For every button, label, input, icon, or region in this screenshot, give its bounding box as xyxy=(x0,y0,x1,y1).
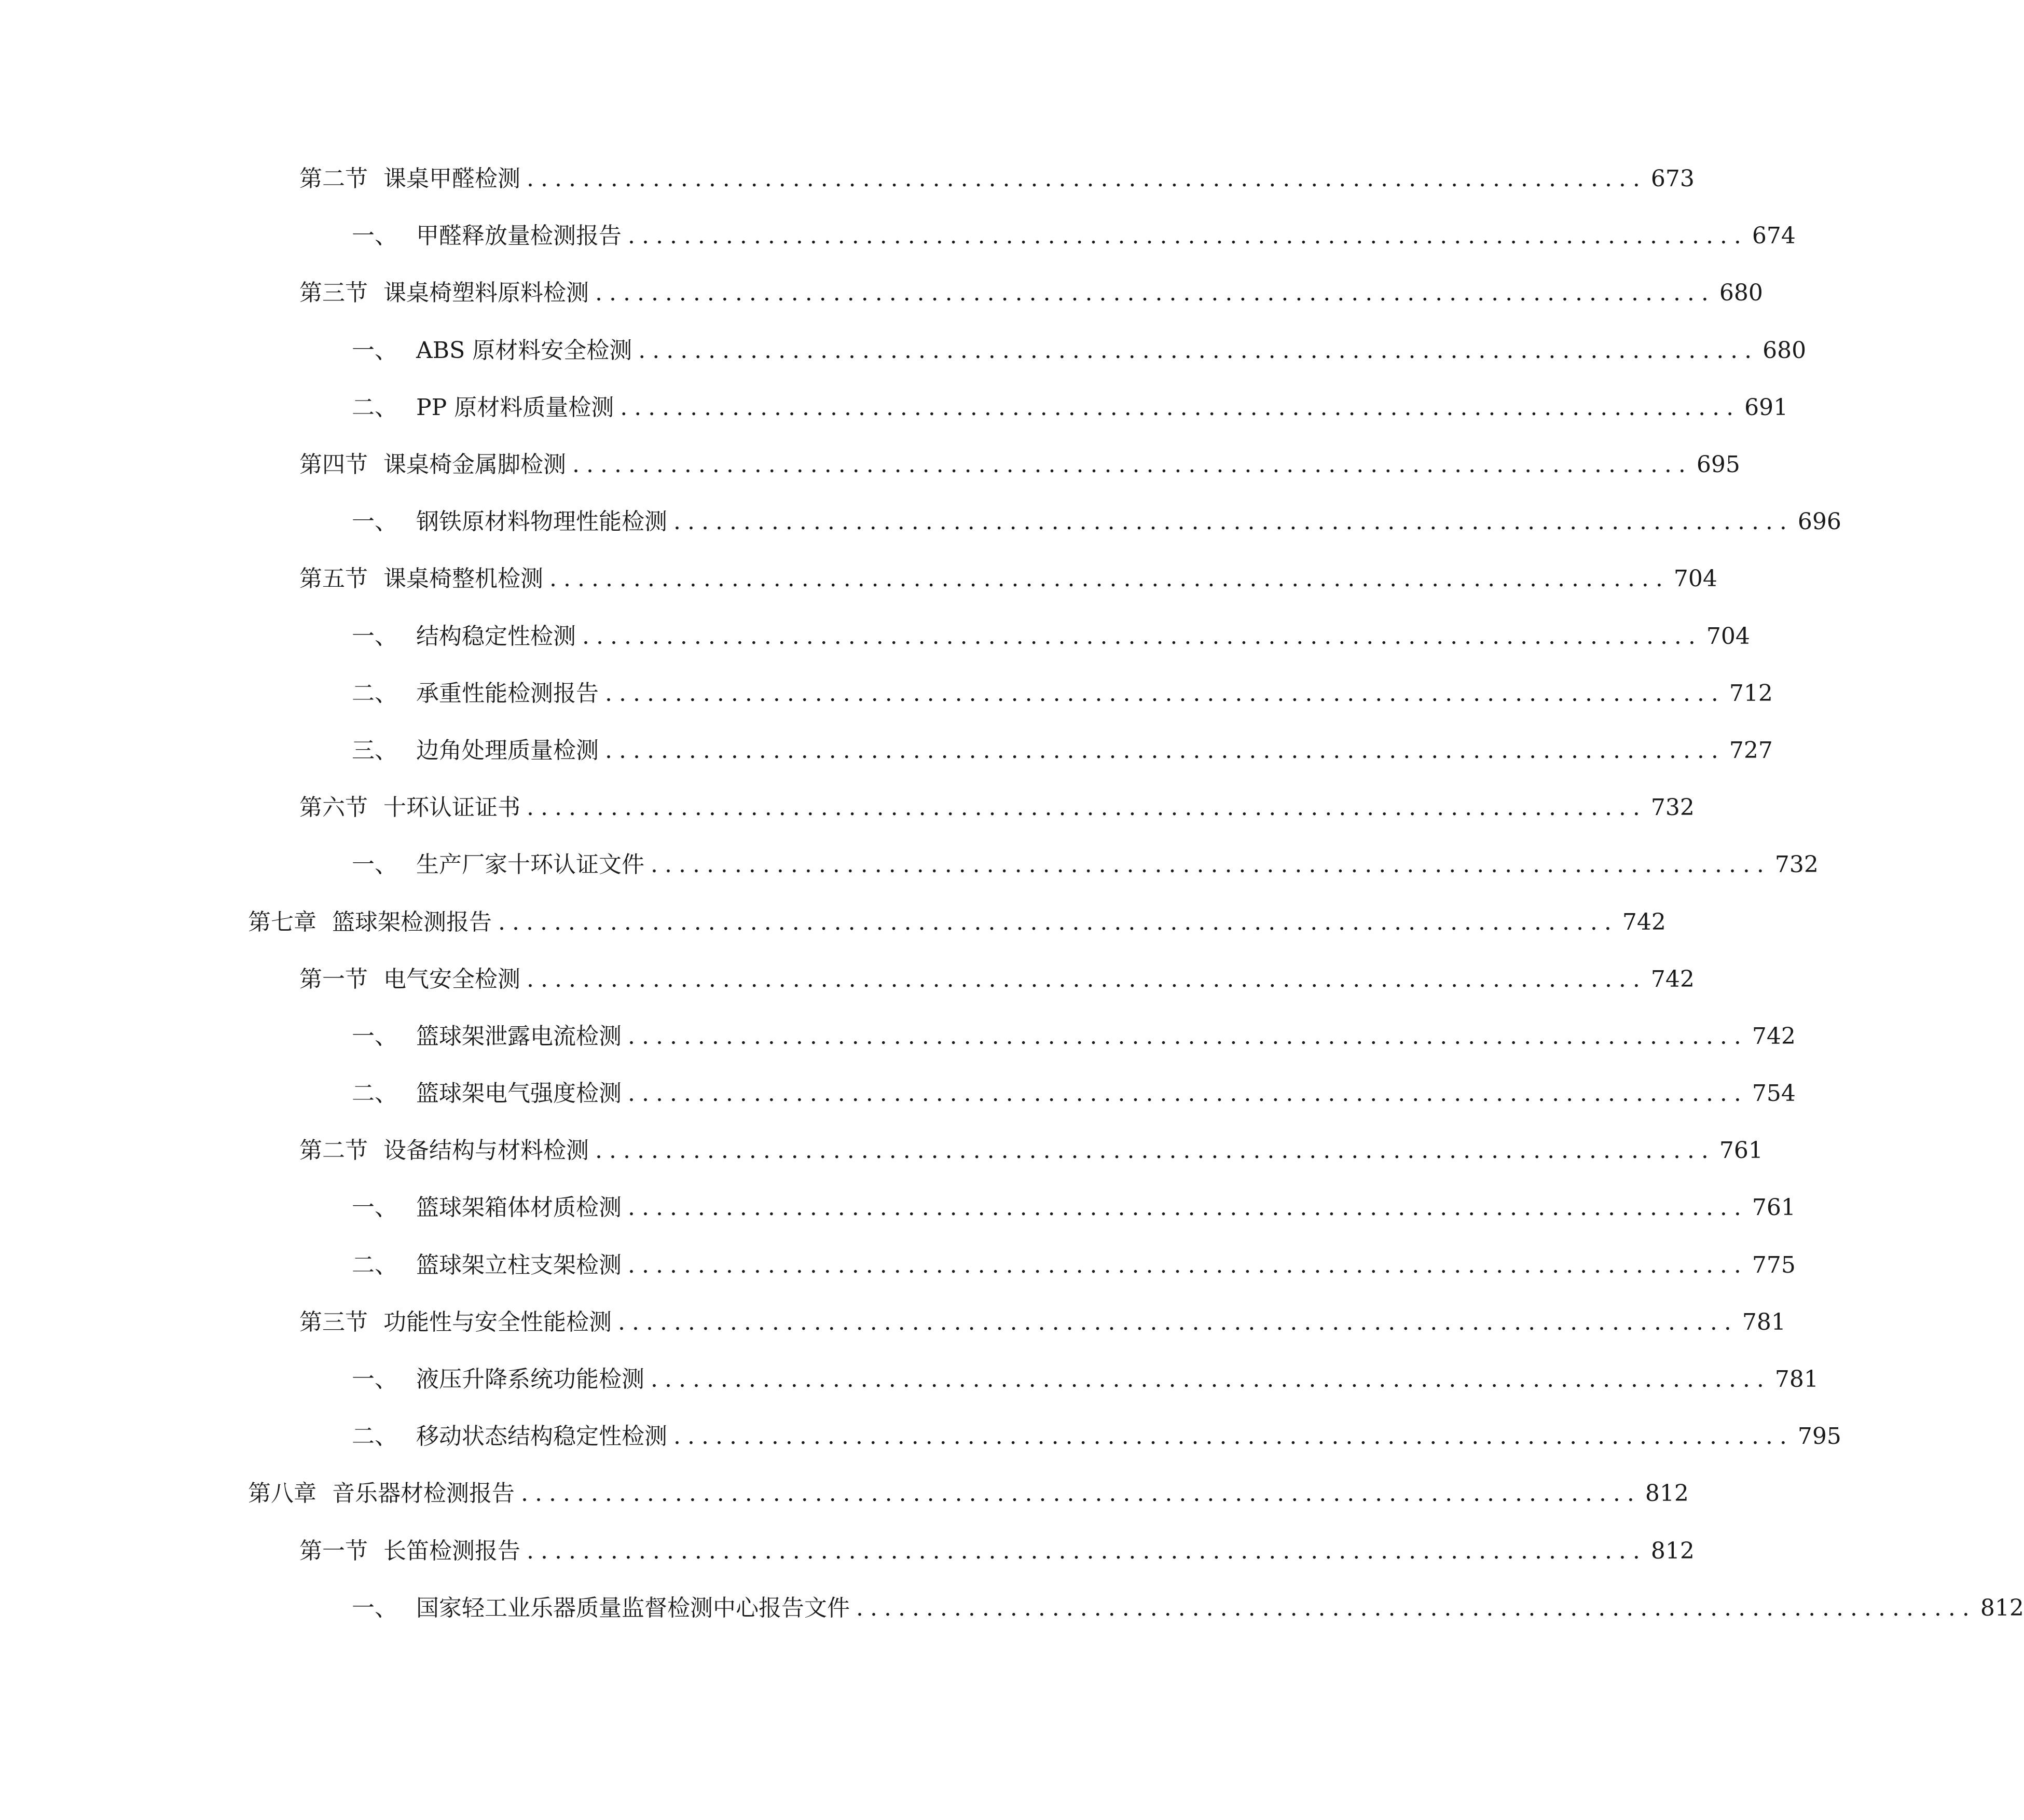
toc-entry-number: 第四节 xyxy=(299,451,368,478)
toc-entry-number: 二、 xyxy=(352,1423,397,1450)
toc-entry[interactable] xyxy=(0,1294,1786,1351)
toc-dot-leader: ................................................................................ xyxy=(856,1594,1976,1621)
toc-entry-page-number: 696 xyxy=(1797,508,1841,535)
toc-entry-number: 第二节 xyxy=(299,166,368,192)
toc-entry-title: 篮球架检测报告 xyxy=(332,908,492,935)
toc-entry[interactable] xyxy=(0,608,1750,665)
toc-dot-leader: ................................................................................ xyxy=(527,1537,1647,1564)
toc-entry[interactable] xyxy=(0,779,1695,836)
toc-entry[interactable] xyxy=(0,1008,1796,1065)
toc-dot-leader: ................................................................................ xyxy=(651,851,1771,878)
toc-dot-leader: ................................................................................ xyxy=(605,737,1725,764)
toc-entry-title: 音乐器材检测报告 xyxy=(332,1480,515,1507)
toc-entry-title: 功能性与安全性能检测 xyxy=(383,1308,612,1335)
toc-entry-page-number: 732 xyxy=(1650,794,1695,821)
toc-dot-leader: ................................................................................ xyxy=(595,1137,1715,1164)
toc-entry-number: 一、 xyxy=(352,1023,397,1050)
toc-entry-number: 一、 xyxy=(352,623,397,650)
toc-dot-leader: ................................................................................ xyxy=(618,1308,1738,1335)
toc-entry-page-number: 680 xyxy=(1719,280,1763,307)
toc-entry-number: 第三节 xyxy=(299,280,368,307)
toc-entry-page-number: 754 xyxy=(1752,1080,1796,1107)
toc-entry-title: 篮球架泄露电流检测 xyxy=(416,1023,622,1050)
toc-entry[interactable] xyxy=(0,665,1773,722)
toc-entry-number: 第七章 xyxy=(248,908,316,935)
toc-entry-page-number: 775 xyxy=(1752,1251,1796,1278)
toc-entry-page-number: 781 xyxy=(1742,1308,1786,1335)
toc-entry-page-number: 704 xyxy=(1673,566,1717,592)
toc-entry[interactable] xyxy=(0,1408,1841,1465)
toc-entry-page-number: 674 xyxy=(1752,223,1796,250)
toc-entry-title: ABS 原材料安全检测 xyxy=(416,337,632,364)
toc-entry-title: 课桌甲醛检测 xyxy=(383,166,520,192)
toc-dot-leader: ................................................................................ xyxy=(673,508,1794,535)
toc-entry[interactable] xyxy=(0,1580,2024,1637)
toc-entry-number: 三、 xyxy=(352,737,397,764)
toc-entry-title: 边角处理质量检测 xyxy=(416,737,599,764)
toc-entry[interactable] xyxy=(0,379,1788,436)
toc-entry-page-number: 680 xyxy=(1763,337,1807,364)
toc-entry-title: 长笛检测报告 xyxy=(383,1537,520,1564)
toc-entry-page-number: 712 xyxy=(1729,680,1773,707)
toc-entry-title: 生产厂家十环认证文件 xyxy=(416,851,644,878)
toc-entry[interactable] xyxy=(0,1065,1796,1122)
toc-entry-title: 十环认证证书 xyxy=(383,794,520,821)
toc-entry-title: 篮球架箱体材质检测 xyxy=(416,1194,622,1221)
toc-dot-leader: ................................................................................ xyxy=(673,1423,1794,1450)
toc-entry-title: 液压升降系统功能检测 xyxy=(416,1366,644,1393)
toc-dot-leader: ................................................................................ xyxy=(628,1080,1748,1107)
toc-entry-number: 一、 xyxy=(352,1594,397,1621)
toc-dot-leader: ................................................................................ xyxy=(549,566,1670,592)
toc-entry-number: 一、 xyxy=(352,1366,397,1393)
toc-entry-page-number: 673 xyxy=(1650,166,1695,192)
toc-dot-leader: ................................................................................ xyxy=(628,223,1748,250)
toc-entry-title: 篮球架电气强度检测 xyxy=(416,1080,622,1107)
toc-entry[interactable] xyxy=(0,1237,1796,1294)
toc-entry-number: 一、 xyxy=(352,1194,397,1221)
toc-entry-page-number: 812 xyxy=(1980,1594,2024,1621)
toc-entry-title: 钢铁原材料物理性能检测 xyxy=(416,508,667,535)
toc-entry-title: 结构稳定性检测 xyxy=(416,623,576,650)
toc-entry-number: 二、 xyxy=(352,1080,397,1107)
toc-entry-number: 第一节 xyxy=(299,966,368,992)
toc-entry-number: 一、 xyxy=(352,337,397,364)
toc-entry-number: 二、 xyxy=(352,1251,397,1278)
toc-entry-page-number: 695 xyxy=(1696,451,1740,478)
toc-entry-page-number: 732 xyxy=(1774,851,1819,878)
toc-entry-number: 第三节 xyxy=(299,1308,368,1335)
toc-entry-title: 甲醛释放量检测报告 xyxy=(416,223,622,250)
toc-dot-leader: ................................................................................ xyxy=(628,1023,1748,1050)
toc-dot-leader: ................................................................................ xyxy=(628,1251,1748,1278)
toc-entry[interactable] xyxy=(0,1122,1763,1179)
toc-entry-number: 第二节 xyxy=(299,1137,368,1164)
toc-entry-page-number: 742 xyxy=(1752,1023,1796,1050)
toc-entry[interactable] xyxy=(0,265,1763,322)
toc-dot-leader: ................................................................................ xyxy=(527,166,1647,192)
toc-entry-number: 第五节 xyxy=(299,566,368,592)
toc-entry-title: 国家轻工业乐器质量监督检测中心报告文件 xyxy=(416,1594,850,1621)
toc-entry[interactable] xyxy=(0,322,1807,379)
toc-dot-leader: ................................................................................ xyxy=(527,794,1647,821)
toc-entry-number: 二、 xyxy=(352,394,397,421)
toc-dot-leader: ................................................................................ xyxy=(628,1194,1748,1221)
toc-entry[interactable] xyxy=(0,1179,1796,1236)
toc-entry[interactable] xyxy=(0,836,1819,893)
toc-entry-title: 电气安全检测 xyxy=(383,966,520,992)
toc-entry-number: 一、 xyxy=(352,851,397,878)
toc-entry-page-number: 742 xyxy=(1622,908,1666,935)
toc-entry-number: 一、 xyxy=(352,508,397,535)
toc-dot-leader: ................................................................................ xyxy=(572,451,1692,478)
toc-entry-page-number: 727 xyxy=(1729,737,1773,764)
toc-entry-page-number: 761 xyxy=(1719,1137,1763,1164)
toc-entry[interactable] xyxy=(0,493,1841,550)
toc-entry[interactable] xyxy=(0,150,1695,208)
toc-entry-title: 篮球架立柱支架检测 xyxy=(416,1251,622,1278)
toc-dot-leader: ................................................................................ xyxy=(595,280,1715,307)
toc-entry-title: 移动状态结构稳定性检测 xyxy=(416,1423,667,1450)
toc-entry[interactable] xyxy=(0,550,1717,608)
toc-dot-leader: ................................................................................ xyxy=(605,680,1725,707)
toc-entry-page-number: 761 xyxy=(1752,1194,1796,1221)
toc-dot-leader: ................................................................................ xyxy=(651,1366,1771,1393)
toc-entry-number: 第八章 xyxy=(248,1480,316,1507)
toc-entry-page-number: 691 xyxy=(1744,394,1788,421)
toc-entry[interactable] xyxy=(0,1465,1689,1522)
toc-entry-title: 设备结构与材料检测 xyxy=(383,1137,589,1164)
toc-entry[interactable] xyxy=(0,893,1666,950)
toc-entry[interactable] xyxy=(0,1523,1695,1580)
toc-entry[interactable] xyxy=(0,951,1695,1008)
toc-dot-leader: ................................................................................ xyxy=(527,966,1647,992)
toc-entry-page-number: 812 xyxy=(1645,1480,1689,1507)
toc-dot-leader: ................................................................................ xyxy=(638,337,1759,364)
toc-entry-page-number: 742 xyxy=(1650,966,1695,992)
toc-dot-leader: ................................................................................ xyxy=(498,908,1618,935)
toc-entry-number: 一、 xyxy=(352,223,397,250)
toc-entry[interactable] xyxy=(0,1351,1819,1408)
toc-entry-page-number: 704 xyxy=(1706,623,1750,650)
toc-dot-leader: ................................................................................ xyxy=(620,394,1741,421)
toc-dot-leader: ................................................................................ xyxy=(582,623,1702,650)
toc-entry-page-number: 781 xyxy=(1774,1366,1819,1393)
toc-entry-title: PP 原材料质量检测 xyxy=(416,394,614,421)
toc-dot-leader: ................................................................................ xyxy=(521,1480,1641,1507)
toc-entry[interactable] xyxy=(0,436,1740,493)
toc-entry-number: 二、 xyxy=(352,680,397,707)
toc-entry-page-number: 795 xyxy=(1797,1423,1841,1450)
toc-entry-title: 承重性能检测报告 xyxy=(416,680,599,707)
toc-entry[interactable] xyxy=(0,722,1773,779)
toc-entry-title: 课桌椅金属脚检测 xyxy=(383,451,566,478)
toc-entry-title: 课桌椅整机检测 xyxy=(383,566,543,592)
table-of-contents xyxy=(0,150,2024,1637)
toc-entry-title: 课桌椅塑料原料检测 xyxy=(383,280,589,307)
toc-entry[interactable] xyxy=(0,208,1796,265)
toc-entry-number: 第六节 xyxy=(299,794,368,821)
toc-entry-page-number: 812 xyxy=(1650,1537,1695,1564)
toc-entry-number: 第一节 xyxy=(299,1537,368,1564)
